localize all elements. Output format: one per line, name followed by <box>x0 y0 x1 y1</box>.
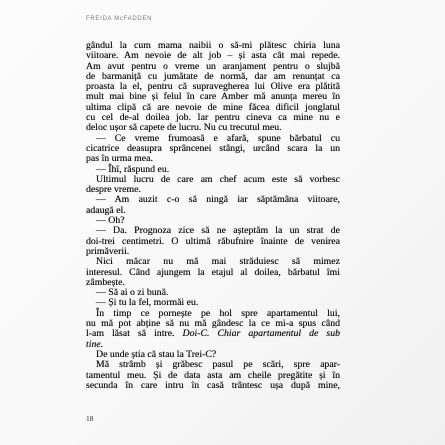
text-line: primăverii. <box>86 245 130 257</box>
italic-segment: Doi-C. Chiar apartamentul de sub <box>182 328 340 340</box>
text-line: — Am auzit c-o să ningă iar săptămâna viitoare, <box>96 194 340 206</box>
text-line: Nici măcar nu mă mai străduiesc să mimez <box>96 256 340 268</box>
text-line: Ultimul lucru de care am chef acum este să vorbesc <box>96 173 340 185</box>
text-line: De unde știa că stau la Trei-C? <box>96 348 217 360</box>
page-body <box>86 41 340 391</box>
text-line: despre vreme. <box>86 184 141 196</box>
text-line: deloc ușor să capete de lucru. Nu cu trecutul meu. <box>86 122 282 134</box>
text-line: — Și tu la fel, mormăi eu. <box>96 297 199 309</box>
text-line: proasta la el, pentru că supravegherea lui Olive era plătită <box>86 81 340 93</box>
text-line: doi-trei centimetri. O ultimă răbufnire înainte de venirea <box>86 235 340 247</box>
text-line: — Oh? <box>96 215 125 227</box>
text-line: interesul. Când ajungem la etajul al doilea, bărbatul îmi <box>86 266 340 278</box>
text-line: — Da. Prognoza zice să ne așteptăm la un strat de <box>96 225 340 237</box>
text-line: În timp ce pornește pe hol spre apartamentul lui, <box>96 307 340 319</box>
text-line: Am avut pentru o vreme un aranjament pentru o slujbă <box>86 60 340 72</box>
text-line: ultima clipă că are nevoie de mine făcea dificil jonglatul <box>86 101 340 113</box>
text-line: — Să ai o zi bună. <box>96 287 169 299</box>
text-line: Mă strâmb și grăbesc pasul pe scări, spre apar- <box>96 359 340 371</box>
text-line: adaugă el. <box>86 204 126 216</box>
text-line: gândul la cum mama naibii o să-mi plătesc chiria luna <box>86 40 340 51</box>
running-header: FREIDA McFADDEN <box>86 16 153 22</box>
text-line: tamentul meu. Și de data asta am cheile pregătite și în <box>86 369 340 381</box>
text-line: — Îhî, răspund eu. <box>96 163 170 175</box>
italic-segment: tine. <box>86 338 104 350</box>
text-line: mult mai bine și felul în care Amber mă anunța mereu în <box>86 91 340 103</box>
text-segment: l-am lăsat să intre. <box>86 328 175 340</box>
page-number: 18 <box>86 414 94 423</box>
text-line: de barmaniță cu jumătate de normă, dar am renunțat ca <box>86 70 340 82</box>
text-line: secunda în care intru în casă trântesc ușa după mine, <box>86 379 340 391</box>
text-line <box>86 329 340 339</box>
text-line: cicatrice deasupra sprâncenei stângi, urcând scara la un <box>86 142 340 154</box>
text-line: — Ce vreme frumoasă e afară, spune bărbatul cu <box>96 132 340 144</box>
text-line: pas în urma mea. <box>86 153 153 165</box>
text-line: cu cel de-al doilea job. Iar pentru cineva ca mine nu e <box>86 112 340 124</box>
text-line: nu mă pot abține să nu mă gândesc la ce mi-a spus când <box>86 318 340 330</box>
text-line: viitoare. Am nevoie de alt job – și asta cât mai repede. <box>86 50 340 62</box>
text-line: zâmbește. <box>86 276 125 288</box>
